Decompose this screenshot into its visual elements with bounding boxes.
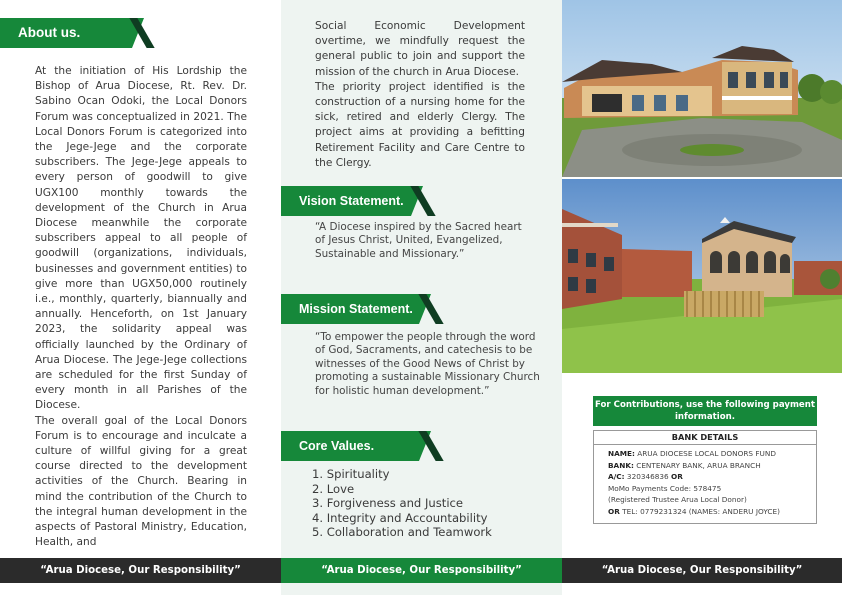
mission-text: “To empower the people through the word of God, Sacraments, and catechesis to be witnesses of the Good News of Christ by promoting a sustainable Missionary Church for holistic human development.” <box>315 331 540 397</box>
mission-heading-label: Mission Statement. <box>281 294 419 324</box>
momo-note-row: (Registered Trustee Arua Local Donor) <box>608 495 747 505</box>
intro-paragraph-1: Social Economic Development overtime, we mindfully request the general public to join and support the mission of the church in Arua Diocese. <box>315 20 525 78</box>
nursing-home-render-1 <box>562 0 842 177</box>
core-value-item: 5. Collaboration and Teamwork <box>312 525 492 540</box>
account-value: 320346836 <box>626 472 669 482</box>
about-heading-label: About us. <box>0 18 132 48</box>
momo-row: MoMo Payments Code: 578475 <box>608 483 722 493</box>
bank-details-box <box>593 444 817 524</box>
core-value-item: 3. Forgiveness and Justice <box>312 496 464 511</box>
intro-body <box>315 19 525 171</box>
values-heading <box>281 431 451 461</box>
footer-slogan-right: “Arua Diocese, Our Responsibility” <box>562 558 842 583</box>
tel-row <box>608 506 816 518</box>
core-value-item: 2. Love <box>312 481 355 496</box>
render-1-image <box>562 0 842 177</box>
bank-name-label: NAME: <box>608 449 635 458</box>
mission-heading <box>281 294 451 324</box>
bank-name-row <box>608 448 816 460</box>
footer-slogan-left: “Arua Diocese, Our Responsibility” <box>0 558 281 583</box>
contributions-banner: For Contributions, use the following payment information. <box>593 396 817 426</box>
core-values-list <box>312 467 542 540</box>
core-value-item: 4. Integrity and Accountability <box>312 510 488 525</box>
about-body <box>35 64 247 551</box>
account-row <box>608 471 816 483</box>
tel-or: OR <box>608 506 620 516</box>
about-paragraph-2: The overall goal of the Local Donors Forum is to encourage and inculcate a culture of willful giving for a great course directed to the development activities of the Church. Bearing in mind the contribution of the Church to the integral human development in the aspects of Pastoral Ministry, Education, Health, and <box>35 414 247 549</box>
panel-statements <box>281 0 562 595</box>
bank-name-value: ARUA DIOCESE LOCAL DONORS FUND <box>637 449 776 458</box>
panel-about <box>0 0 281 595</box>
footer-slogan-center: “Arua Diocese, Our Responsibility” <box>281 558 562 583</box>
tel-value: TEL: 0779231324 (NAMES: ANDERU JOYCE) <box>622 506 780 516</box>
account-label: A/C: <box>608 472 625 482</box>
render-2-image <box>562 179 842 373</box>
core-value-item: 1. Spirituality <box>312 467 390 481</box>
about-heading <box>0 18 160 48</box>
bank-branch-row <box>608 460 816 472</box>
vision-heading-label: Vision Statement. <box>281 186 411 216</box>
bank-branch-value: CENTENARY BANK, ARUA BRANCH <box>636 460 761 470</box>
vision-text: “A Diocese inspired by the Sacred heart of Jesus Christ, United, Evangelized, Sustainable and Missionary.” <box>315 221 522 260</box>
nursing-home-render-2 <box>562 179 842 373</box>
vision-heading <box>281 186 446 216</box>
values-heading-label: Core Values. <box>281 431 419 461</box>
bank-branch-label: BANK: <box>608 460 634 470</box>
bank-details-heading: BANK DETAILS <box>593 430 817 445</box>
about-paragraph-1: At the initiation of His Lordship the Bishop of Arua Diocese, Rt. Rev. Dr. Sabino Ocan Odoki, the Local Donors Forum was conceptualized in 2021. The Local Donors Forum is categorized into the Jege-Jege and the corporate subscribers. The Jege-Jege appeals to every person of goodwill to give UGX100 monthly towards the development of the Church in Arua Diocese meanwhile the corporate subscribers appeal to all people of goodwill (organizations, individuals, businesses and government entities) to give more than UGX50,000 routinely i.e., monthly, quarterly, biannually and annually. Henceforth, on 1st January 2023, the solidarity appeal was officially launched by the Ordinary of Arua Diocese. The Jege-Jege collections are scheduled for the first Sunday of every month in all Parishes of the Diocese. <box>35 65 247 412</box>
account-or: OR <box>671 472 683 482</box>
intro-paragraph-2: The priority project identified is the construction of a nursing home for the sick, retired and elderly Clergy. The project aims at providing a befitting Retirement Facility and Care Centre to the Clergy. <box>315 80 525 169</box>
